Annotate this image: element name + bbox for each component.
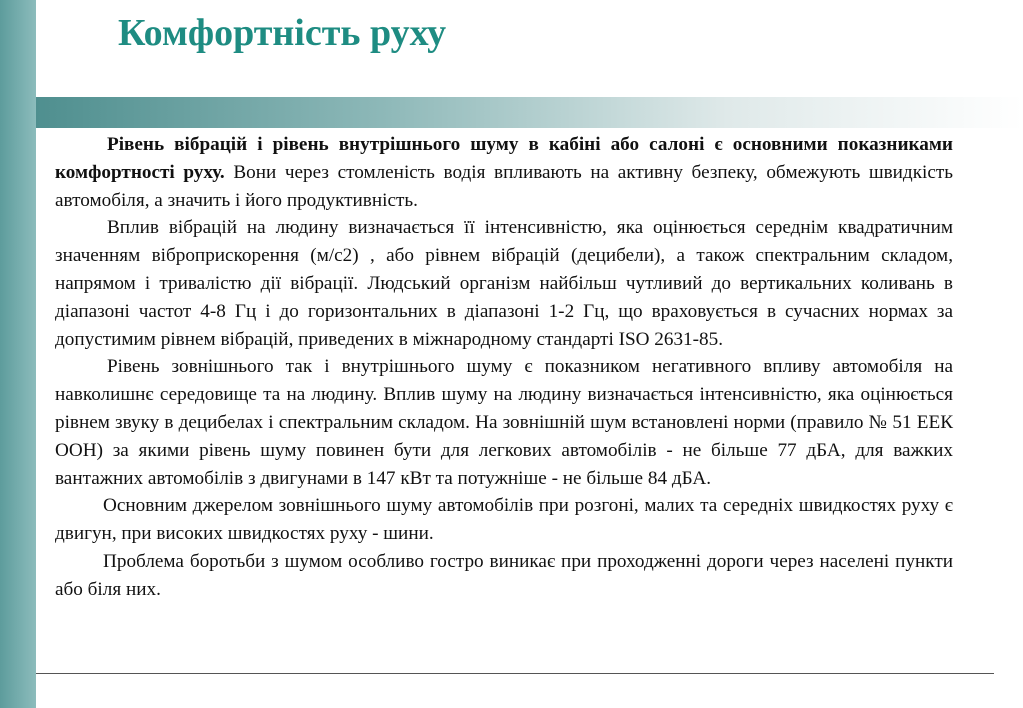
bottom-divider <box>36 673 994 674</box>
paragraph-noise-level: Рівень зовнішнього так і внутрішнього шуму є показником негативного впливу автомобіля на навколишнє середовище та на людину. Вплив шуму на людину визначається інтенсивністю, яка оцінюється рівнем звуку в децибелах і спектральним складом. На зовнішній шум встановлені норми (правило № 51 ЕЕК ООН) за якими рівень шуму повинен бути для легкових автомобілів - не більше 77 дБА, для важких вантажних автомобілів з двигунами в 147 кВт та потужніше - не більше 84 дБА. <box>55 356 953 489</box>
paragraph-text: Вони через стомленість водія впливають на активну безпеку, обмежують швидкість автомобіля, а значить і його продуктивність. <box>55 161 953 211</box>
paragraph-noise-problem: Проблема боротьби з шумом особливо гостро виникає при проходженні дороги через населені пункти або біля них. <box>55 550 953 600</box>
paragraph-comfort-indicators <box>55 131 953 214</box>
paragraph-noise-source: Основним джерелом зовнішнього шуму автомобілів при розгоні, малих та середніх швидкостях руху є двигун, при високих швидкостях руху - шини. <box>55 495 953 545</box>
slide-body <box>55 131 953 604</box>
paragraph-lead-bold: Рівень вібрацій і рівень внутрішнього шуму в кабіні або салоні є основними показниками комфортності руху. <box>55 134 953 183</box>
slide-title: Комфортність руху <box>118 12 447 54</box>
side-accent-bar <box>0 0 36 708</box>
paragraph-vibration-effect: Вплив вібрацій на людину визначається її інтенсивністю, яка оцінюється середнім квадратичним значенням віброприскорення (м/с2) , або рівнем вібрацій (децибели), а також спектральним складом, напрямом і тривалістю дії вібрації. Людський організм найбільш чутливий до вертикальних коливань в діапазоні частот 4-8 Гц і до горизонтальних в діапазоні 1-2 Гц, що враховується в сучасних нормах за допустимим рівнем вібрацій, приведених в міжнародному стандарті ISO 2631-85. <box>55 217 953 350</box>
header-gradient-band <box>36 97 1023 128</box>
